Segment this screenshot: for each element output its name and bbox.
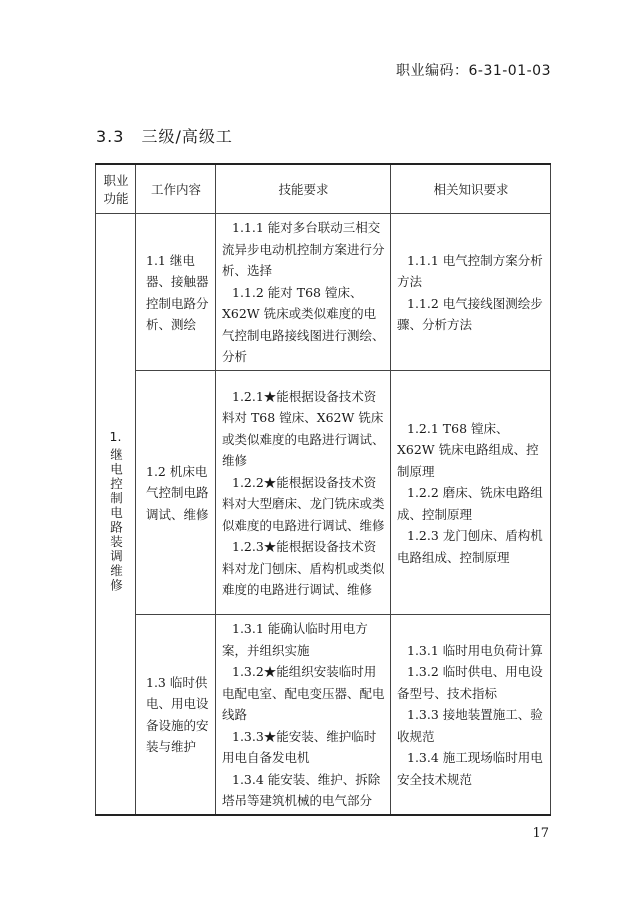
work-text: 1.2 机床电气控制电路调试、维修 xyxy=(146,463,209,522)
knowledge-item: 1.1.2 电气接线图测绘步骤、分析方法 xyxy=(397,295,543,332)
skill-item: 1.3.4 能安装、维护、拆除塔吊等建筑机械的电气部分 xyxy=(222,771,381,808)
table-row xyxy=(96,615,551,815)
knowledge-item: 1.2.2 磨床、铣床电路组成、控制原理 xyxy=(397,485,543,522)
page-number: 17 xyxy=(532,826,549,841)
work-content xyxy=(136,371,216,615)
skill-item: 1.1.1 能对多台联动三相交流异步电动机控制方案进行分析、选择 xyxy=(222,220,385,279)
knowledge-item: 1.2.1 T68 镗床、X62W 铣床电路组成、控制原理 xyxy=(397,420,539,479)
header-work: 工作内容 xyxy=(136,164,216,214)
work-text: 1.1 继电器、接触器控制电路分析、测绘 xyxy=(146,252,209,332)
skill-item: 1.2.1★能根据设备技术资料对 T68 镗床、X62W 铣床或类似难度的电路进行调试、维修 xyxy=(222,388,385,468)
knowledge-item: 1.2.3 龙门刨床、盾构机电路组成、控制原理 xyxy=(397,528,543,565)
knowledge-item: 1.1.1 电气控制方案分析方法 xyxy=(397,252,543,289)
knowledge-cell xyxy=(391,214,551,371)
function-number: 1. xyxy=(109,429,122,444)
work-text: 1.3 临时供电、用电设备设施的安装与维护 xyxy=(146,674,209,755)
work-content xyxy=(136,615,216,815)
skill-item: 1.3.3★能安装、维护临时用电自备发电机 xyxy=(222,728,377,765)
section-title: 3.3 三级/高级工 xyxy=(96,127,233,146)
function-label: 继电控制电路装调维修 xyxy=(108,448,124,593)
header-function: 职业功能 xyxy=(96,164,136,214)
skills-cell xyxy=(216,615,391,815)
skill-item: 1.2.2★能根据设备技术资料对大型磨床、龙门铣床或类似难度的电路进行调试、维修 xyxy=(222,474,385,533)
knowledge-cell xyxy=(391,615,551,815)
table-row xyxy=(96,371,551,615)
knowledge-item: 1.3.3 接地装置施工、验收规范 xyxy=(397,707,543,744)
header-knowledge: 相关知识要求 xyxy=(391,164,551,214)
skills-cell xyxy=(216,214,391,371)
header-skills: 技能要求 xyxy=(216,164,391,214)
table-row xyxy=(96,214,551,371)
occupation-code: 职业编码：6-31-01-03 xyxy=(395,63,551,79)
skill-item: 1.3.1 能确认临时用电方案，并组织实施 xyxy=(222,621,368,658)
knowledge-cell xyxy=(391,371,551,615)
table-header-row xyxy=(96,164,551,214)
function-cell xyxy=(96,214,136,815)
skills-cell xyxy=(216,371,391,615)
skill-item: 1.3.2★能组织安装临时用电配电室、配电变压器、配电线路 xyxy=(222,664,385,722)
knowledge-item: 1.3.4 施工现场临时用电安全技术规范 xyxy=(397,750,543,787)
skills-table xyxy=(95,163,551,816)
skill-item: 1.1.2 能对 T68 镗床、X62W 铣床或类似难度的电气控制电路接线图进行测绘、分析 xyxy=(222,284,385,365)
work-content xyxy=(136,214,216,371)
knowledge-item: 1.3.2 临时供电、用电设备型号、技术指标 xyxy=(397,664,543,701)
skill-item: 1.2.3★能根据设备技术资料对龙门刨床、盾构机或类似难度的电路进行调试、维修 xyxy=(222,539,385,597)
knowledge-item: 1.3.1 临时用电负荷计算 xyxy=(407,642,543,658)
